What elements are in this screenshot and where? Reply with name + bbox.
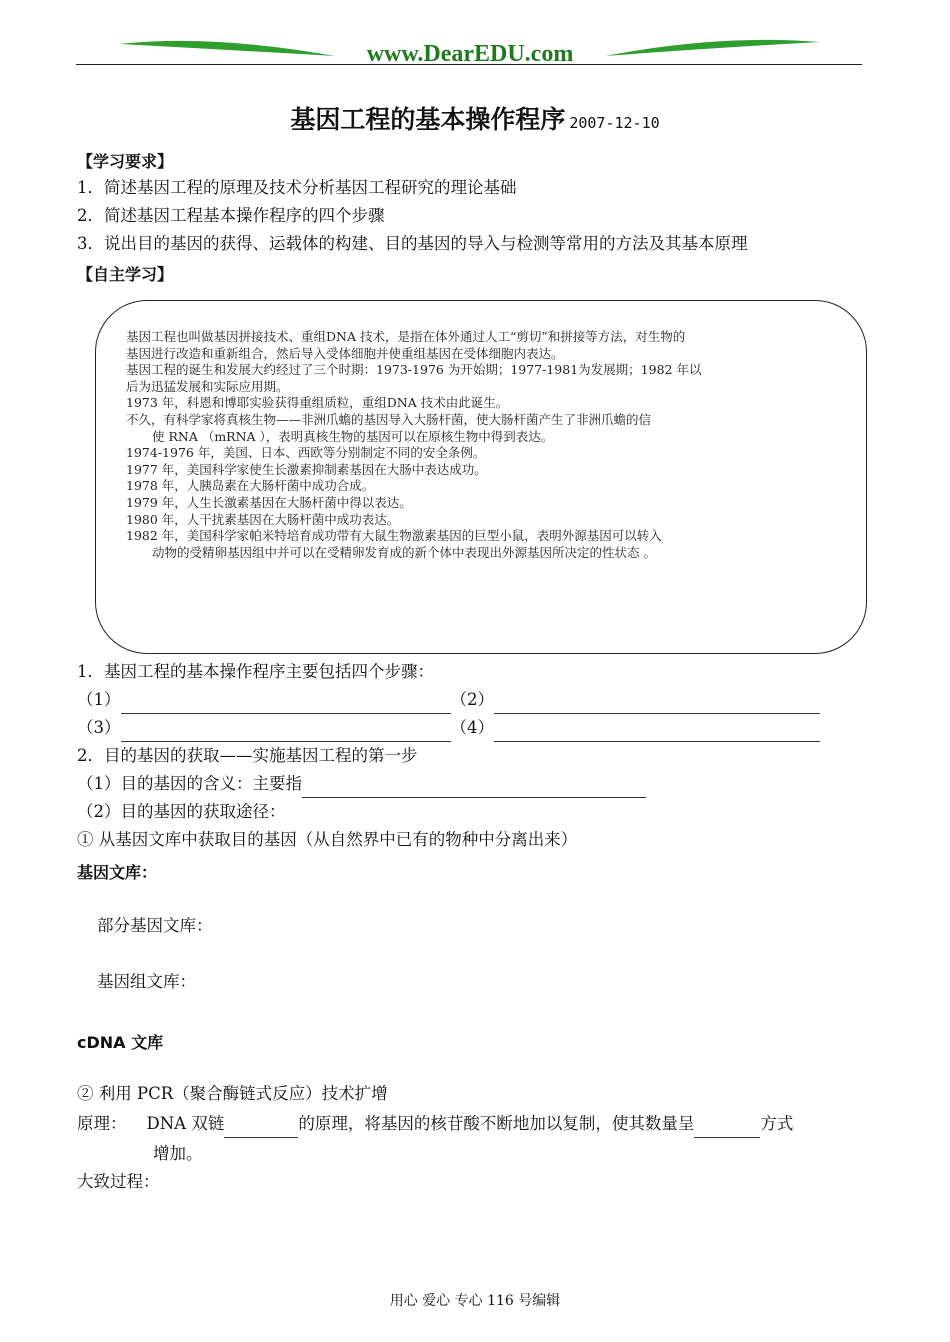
history-text — [126, 329, 701, 561]
way-1-text: ① 从基因文库中获取目的基因（从自然界中已有的物种中分离出来） — [77, 830, 578, 849]
history-line: 1973 年，科恩和博耶实验获得重组质粒，重组DNA 技术由此诞生。 — [126, 395, 509, 411]
question-1-text: 1．基因工程的基本操作程序主要包括四个步骤： — [77, 662, 434, 681]
title-main: 基因工程的基本操作程序 — [290, 105, 566, 134]
history-line: 1980 年，人干扰素基因在大肠杆菌中成功表达。 — [126, 511, 400, 527]
step-4-blank[interactable] — [494, 723, 820, 742]
history-line: 基因进行改造和重新组合，然后导入受体细胞并使重组基因在受体细胞内表达。 — [126, 345, 564, 361]
step-2-blank[interactable] — [494, 695, 820, 714]
step-1-blank[interactable] — [121, 695, 451, 714]
step-3-row — [77, 714, 820, 742]
meaning-blank[interactable] — [302, 779, 646, 798]
step-2-label: （2） — [450, 690, 494, 709]
history-line: 后为迅猛发展和实际应用期。 — [126, 378, 289, 394]
cdna-library-label: cDNA 文库 — [77, 1033, 164, 1052]
step-3-blank[interactable] — [121, 723, 451, 742]
page-title — [0, 100, 950, 136]
header-rule — [76, 64, 862, 65]
principle-label: 原理： — [77, 1114, 127, 1133]
genomic-library-label: 基因组文库： — [97, 972, 196, 991]
step-4-label: （4） — [450, 718, 494, 737]
principle-text-c: 方式 — [760, 1114, 794, 1133]
principle-text-a: DNA 双链 — [146, 1114, 225, 1133]
history-line: 动物的受精卵基因组中并可以在受精卵发育成的新个体中表现出外源基因所决定的性状态 。 — [152, 544, 656, 560]
history-line: 1974-1976 年，美国、日本、西欧等分别制定不同的安全条例。 — [126, 445, 486, 461]
right-leaf-swoosh — [605, 40, 820, 56]
history-textbox — [95, 300, 867, 654]
principle-row — [77, 1110, 793, 1138]
history-line: 不久，有科学家将真核生物——非洲爪蟾的基因导入大肠杆菌，使大肠杆菌产生了非洲爪蟾的信 — [126, 411, 652, 427]
ways-label: （2）目的基因的获取途径： — [77, 802, 286, 821]
requirements-heading: 【学习要求】 — [77, 152, 174, 171]
meaning-row — [77, 770, 646, 798]
history-line: 1979 年，人生长激素基因在大肠杆菌中得以表达。 — [126, 494, 412, 510]
process-label: 大致过程： — [77, 1172, 160, 1191]
question-2-text: 2．目的基因的获取——实施基因工程的第一步 — [77, 746, 418, 765]
history-line: 基因工程也叫做基因拼接技术、重组DNA 技术，是指在体外通过人工“剪切”和拼接等方法，对生物的 — [126, 329, 686, 344]
history-line: 1978 年，人胰岛素在大肠杆菌中成功合成。 — [126, 478, 375, 494]
meaning-label: （1）目的基因的含义：主要指 — [77, 774, 302, 793]
step-3-label: （3） — [77, 718, 121, 737]
left-leaf-swoosh — [120, 41, 335, 56]
requirement-item-3: 3．说出目的基因的获得、运载体的构建、目的基因的导入与检测等常用的方法及其基本原理 — [77, 234, 748, 253]
principle-text-d: 增加。 — [153, 1144, 203, 1163]
history-line: 1982 年，美国科学家帕米特培育成功带有大鼠生物激素基因的巨型小鼠，表明外源基因可以转入 — [126, 528, 662, 544]
history-line: 使 RNA （mRNA ），表明真核生物的基因可以在原核生物中得到表达。 — [152, 428, 554, 444]
history-line: 基因工程的诞生和发展大约经过了三个时期：1973-1976 为开始期；1977-1981为发展期；1982 年以 — [126, 362, 702, 378]
requirement-item-2: 2．简述基因工程基本操作程序的四个步骤 — [77, 206, 385, 225]
history-line: 1977 年，美国科学家使生长激素抑制素基因在大肠中表达成功。 — [126, 461, 487, 477]
title-date: 2007-12-10 — [569, 114, 660, 132]
site-logo-text: www.DearEDU.com — [366, 41, 574, 67]
principle-blank-1[interactable] — [224, 1119, 298, 1138]
self-study-heading: 【自主学习】 — [77, 265, 174, 284]
step-1-label: （1） — [77, 690, 121, 709]
principle-text-b: 的原理，将基因的核苷酸不断地加以复制，使其数量呈 — [298, 1114, 695, 1133]
principle-blank-2[interactable] — [694, 1119, 760, 1138]
page-footer: 用心 爱心 专心 116 号编辑 — [389, 1293, 561, 1309]
way-2-text: ② 利用 PCR（聚合酶链式反应）技术扩增 — [77, 1084, 388, 1103]
requirement-item-1: 1．简述基因工程的原理及技术分析基因工程研究的理论基础 — [77, 178, 517, 197]
step-1-row — [77, 686, 820, 714]
partial-library-label: 部分基因文库： — [97, 916, 213, 935]
gene-library-label: 基因文库： — [77, 863, 158, 882]
